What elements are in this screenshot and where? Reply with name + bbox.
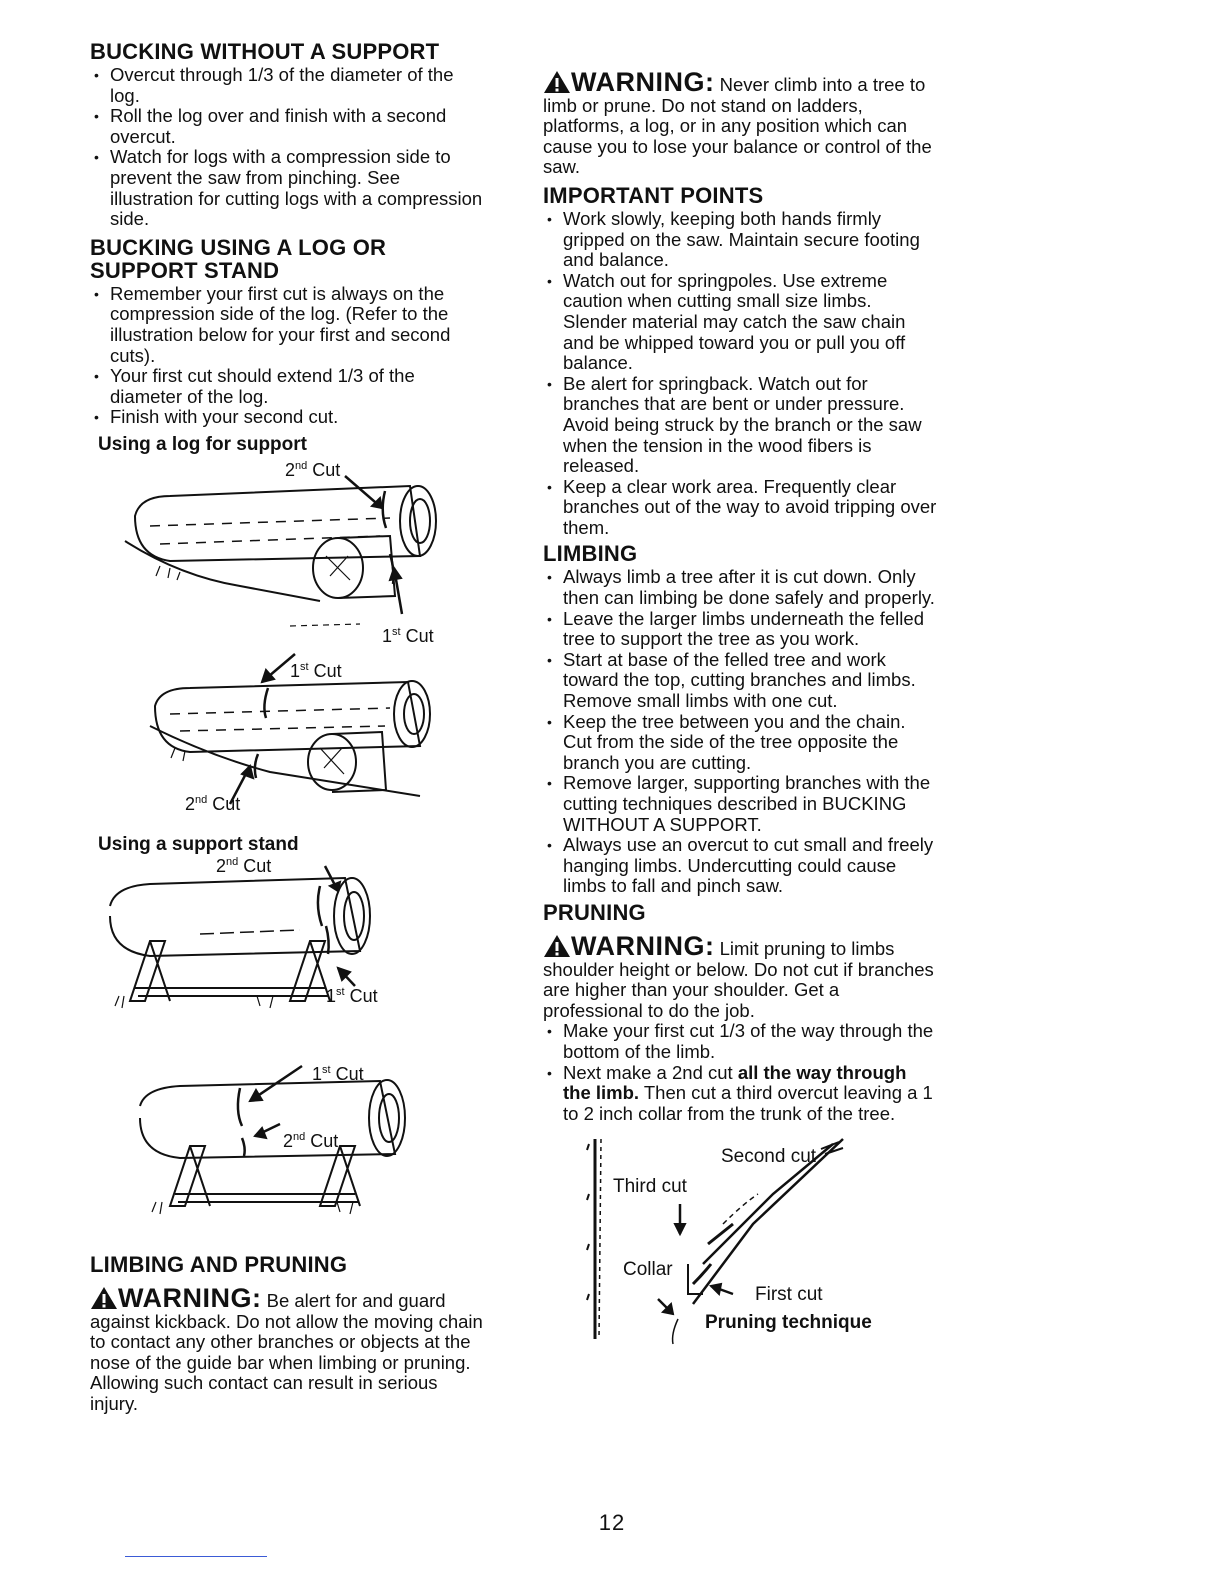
pruning-warning: WARNING: Limit pruning to limbs shoulder height or below. Do not cut if branches are higher than your shoulder. Get a professional to do the job. bbox=[543, 930, 934, 1021]
label-1st-cut-top: 1st Cut bbox=[382, 625, 434, 646]
bucking-log-support-list bbox=[90, 284, 485, 428]
list-item: • Always use an overcut to cut small and freely hanging limbs. Undercutting could cause limbs to fall and pinch saw. bbox=[543, 835, 938, 897]
footer-rule bbox=[125, 1556, 267, 1557]
list-item: • Keep the tree between you and the chain. Cut from the side of the tree opposite the branch you are cutting. bbox=[543, 712, 938, 774]
list-item: • Roll the log over and finish with a second overcut. bbox=[90, 106, 485, 147]
list-item: • Next make a 2nd cut all the way through the limb. Then cut a third overcut leaving a 1 to 2 inch collar from the trunk of the tree. bbox=[543, 1063, 938, 1125]
list-item: • Start at base of the felled tree and work toward the top, cutting branches and limbs. Remove small limbs with one cut. bbox=[543, 650, 938, 712]
list-item: • Keep a clear work area. Frequently clear branches out of the way to avoid tripping over them. bbox=[543, 477, 938, 539]
list-item: • Your first cut should extend 1/3 of the diameter of the log. bbox=[90, 366, 485, 407]
list-item: • Watch out for springpoles. Use extreme caution when cutting small size limbs. Slender material may catch the saw chain and be whipped toward you or pull you off balance. bbox=[543, 271, 938, 374]
list-item: • Leave the larger limbs underneath the felled tree to support the tree as you work. bbox=[543, 609, 938, 650]
figure-caption-support-stand: Using a support stand bbox=[98, 833, 299, 855]
important-points-heading: IMPORTANT POINTS bbox=[543, 182, 764, 208]
list-item: • Finish with your second cut. bbox=[90, 407, 485, 428]
bucking-without-support-heading: BUCKING WITHOUT A SUPPORT bbox=[90, 39, 440, 64]
support-stand-illustration bbox=[90, 856, 475, 1251]
figure-caption-log-support: Using a log for support bbox=[98, 433, 307, 455]
label-first-cut: First cut bbox=[755, 1284, 823, 1306]
label-second-cut: Second cut bbox=[721, 1146, 817, 1168]
label-third-cut: Third cut bbox=[613, 1176, 687, 1198]
pruning-heading: PRUNING bbox=[543, 899, 646, 925]
right-column bbox=[543, 66, 938, 1349]
support-stand-figure bbox=[90, 856, 485, 1251]
pruning-list bbox=[543, 1021, 938, 1124]
climb-warning: WARNING: Never climb into a tree to limb or prune. Do not stand on ladders, platforms, a log, or in any position which can cause you to lose your balance or control of the saw. bbox=[543, 67, 932, 178]
bucking-without-support-list bbox=[90, 65, 485, 230]
label-2nd-cut-bottom: 2nd Cut bbox=[185, 793, 241, 814]
limbing-heading: LIMBING bbox=[543, 541, 638, 567]
list-item: • Work slowly, keeping both hands firmly gripped on the saw. Maintain secure footing and balance. bbox=[543, 209, 938, 271]
limbing-list bbox=[543, 567, 938, 897]
pruning-technique-caption: Pruning technique bbox=[705, 1312, 872, 1334]
list-item: • Make your first cut 1/3 of the way through the bottom of the limb. bbox=[543, 1021, 938, 1062]
limbing-pruning-heading: LIMBING AND PRUNING bbox=[90, 1251, 348, 1277]
warning-triangle-icon bbox=[543, 934, 571, 958]
important-points-list bbox=[543, 209, 938, 539]
list-item: • Remember your first cut is always on the compression side of the log. (Refer to the illustration below for your first and second cuts). bbox=[90, 284, 485, 366]
label-1st-cut-bottom: 1st Cut bbox=[290, 660, 342, 681]
warning-triangle-icon bbox=[90, 1286, 118, 1310]
list-item: • Overcut through 1/3 of the diameter of the log. bbox=[90, 65, 485, 106]
page-number: 12 bbox=[598, 1510, 626, 1535]
left-column bbox=[90, 40, 485, 1414]
list-item: • Watch for logs with a compression side to prevent the saw from pinching. See illustration for cutting logs with a compression side. bbox=[90, 147, 485, 229]
list-item: • Always limb a tree after it is cut down. Only then can limbing be done safely and properly. bbox=[543, 567, 938, 608]
pruning-technique-figure bbox=[543, 1134, 938, 1349]
label-stand-1st-cut-top: 1st Cut bbox=[326, 985, 378, 1006]
log-support-figure bbox=[90, 456, 485, 826]
label-stand-1st-cut-bottom: 1st Cut bbox=[312, 1063, 364, 1084]
list-item: • Remove larger, supporting branches with the cutting techniques described in BUCKING WITHOUT A SUPPORT. bbox=[543, 773, 938, 835]
bucking-log-support-heading: BUCKING USING A LOG OR SUPPORT STAND bbox=[90, 234, 387, 283]
label-stand-2nd-cut-bottom: 2nd Cut bbox=[283, 1130, 339, 1151]
warning-triangle-icon bbox=[543, 70, 571, 94]
list-item: • Be alert for springback. Watch out for branches that are bent or under pressure. Avoid being struck by the branch or the saw when the tension in the wood fibers is released. bbox=[543, 374, 938, 477]
label-2nd-cut-top: 2nd Cut bbox=[285, 459, 341, 480]
kickback-warning: WARNING: Be alert for and guard against kickback. Do not allow the moving chain to contact any other branches or objects at the nose of the guide bar when limbing or pruning. Allowing such contact can result in serious injury. bbox=[90, 1282, 483, 1414]
label-stand-2nd-cut-top: 2nd Cut bbox=[216, 855, 272, 876]
label-collar: Collar bbox=[623, 1259, 673, 1281]
